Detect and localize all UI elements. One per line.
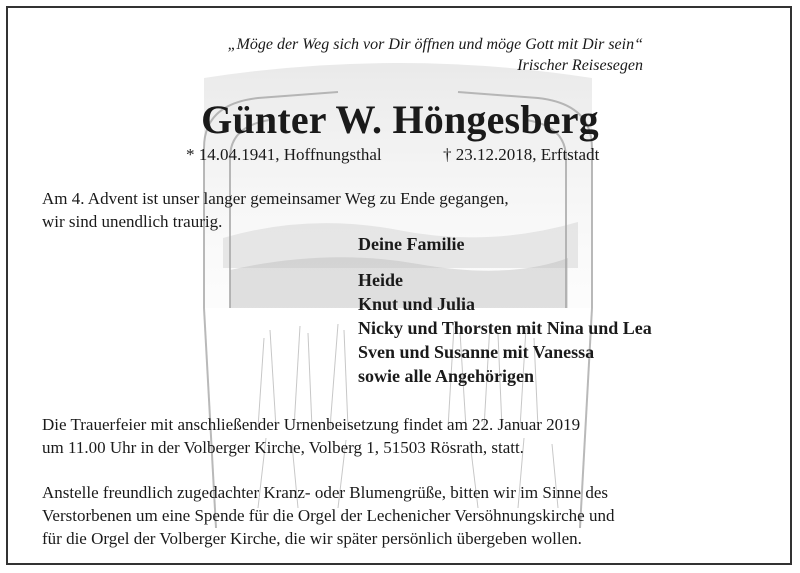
intro-line: Am 4. Advent ist unser langer gemeinsamer Weg zu Ende gegangen, xyxy=(42,189,509,208)
family-heading: Deine Familie xyxy=(358,234,465,254)
family-member: Knut und Julia xyxy=(358,294,476,314)
funeral-info xyxy=(42,413,580,459)
funeral-line: Die Trauerfeier mit anschließender Urnenbeisetzung findet am 22. Januar 2019 xyxy=(42,415,581,434)
family-member: Sven und Susanne mit Vanessa xyxy=(358,342,595,362)
family-member: Nicky und Thorsten mit Nina und Lea xyxy=(358,318,652,338)
deceased-name: Günter W. Höngesberg xyxy=(201,97,599,142)
intro-text xyxy=(42,187,509,233)
donation-line: Verstorbenen um eine Spende für die Orgel der Lechenicher Versöhnungskirche und xyxy=(42,506,615,525)
birth-date: * 14.04.1941, Hoffnungsthal xyxy=(186,145,382,164)
family-members xyxy=(358,268,652,388)
motto-source: Irischer Reisesegen xyxy=(517,57,643,74)
family-member: sowie alle Angehörigen xyxy=(358,366,534,386)
motto-block xyxy=(8,34,643,76)
funeral-line: um 11.00 Uhr in der Volberger Kirche, Volberg 1, 51503 Rösrath, statt. xyxy=(42,438,524,457)
death-date: † 23.12.2018, Erftstadt xyxy=(443,145,600,164)
motto-quote: „Möge der Weg sich vor Dir öffnen und möge Gott mit Dir sein“ xyxy=(227,36,643,53)
intro-line: wir sind unendlich traurig. xyxy=(42,212,223,231)
donation-line: Anstelle freundlich zugedachter Kranz- oder Blumengrüße, bitten wir im Sinne des xyxy=(42,483,609,502)
donation-line: für die Orgel der Volberger Kirche, die wir später persönlich übergeben wollen. xyxy=(42,529,582,548)
donation-info xyxy=(42,481,614,550)
family-member: Heide xyxy=(358,270,403,290)
